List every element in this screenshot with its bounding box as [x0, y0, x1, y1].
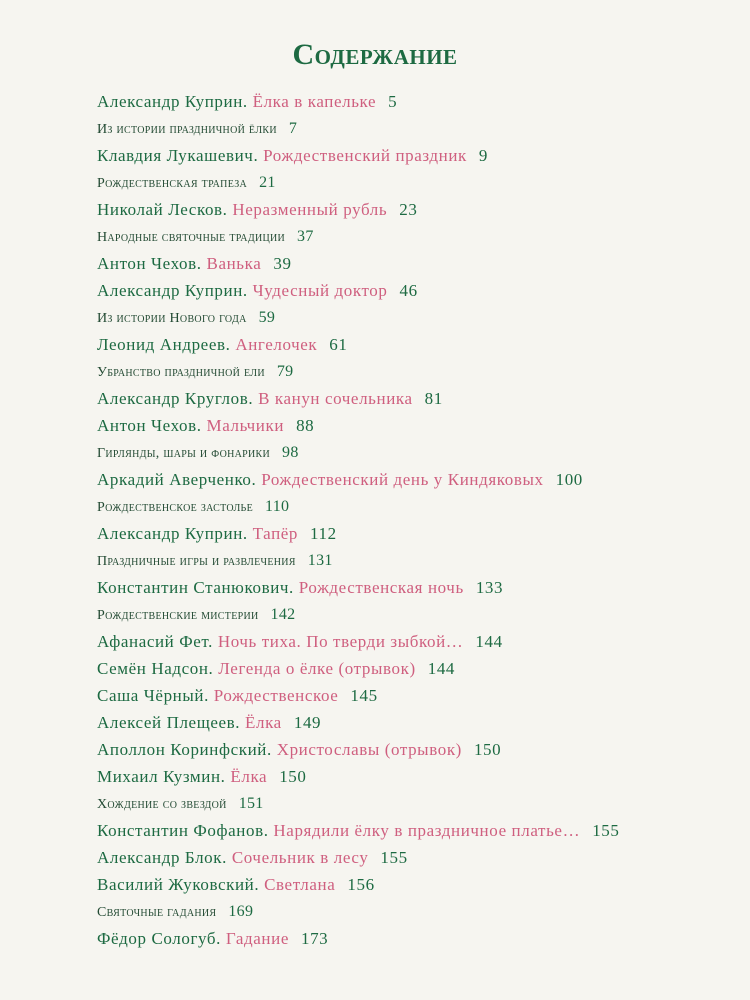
toc-author: Антон Чехов. — [97, 416, 202, 435]
toc-page-number: 23 — [399, 200, 418, 219]
toc-entry — [97, 115, 737, 142]
toc-work-title: В канун сочельника — [258, 389, 413, 408]
toc-work-title: Светлана — [264, 875, 336, 894]
toc-page-number: 100 — [555, 470, 583, 489]
toc-author: Семён Надсон. — [97, 659, 214, 678]
toc-entry — [97, 88, 737, 115]
toc-page-number: 145 — [350, 686, 378, 705]
toc-author: Александр Куприн. — [97, 92, 248, 111]
toc-author: Алексей Плещеев. — [97, 713, 241, 732]
toc-page-number: 37 — [297, 228, 314, 245]
toc-entry — [97, 250, 737, 277]
toc-section-title: Народные святочные традиции — [97, 230, 286, 245]
toc-section-title: Хождение со звездой — [97, 797, 227, 812]
toc-page-number: 149 — [293, 713, 322, 732]
toc-entry — [97, 547, 737, 574]
toc-work-title: Гадание — [225, 929, 289, 948]
toc-work-title: Тапёр — [252, 524, 299, 543]
toc-author: Константин Станюкович. — [97, 578, 294, 597]
toc-page-number: 151 — [238, 795, 264, 812]
toc-work-title: Ёлка — [245, 713, 282, 732]
toc-section-title: Убранство праздничной ели — [97, 365, 265, 380]
toc-work-title: Мальчики — [206, 416, 285, 435]
toc-author: Константин Фофанов. — [97, 821, 269, 840]
toc-work-title: Ёлка в капельке — [252, 92, 377, 111]
toc-work-title: Христославы (отрывок) — [276, 740, 462, 759]
toc-entry — [97, 709, 737, 736]
toc-entry — [97, 358, 737, 385]
toc-page-number: 9 — [478, 146, 489, 165]
toc-page-number: 133 — [475, 578, 504, 597]
toc-section-title: Рождественские мистерии — [97, 608, 259, 623]
toc-author: Александр Круглов. — [97, 389, 254, 408]
toc-page-number: 150 — [279, 767, 307, 786]
toc-entry — [97, 844, 737, 871]
toc-entry — [97, 223, 737, 250]
toc-author: Аркадий Аверченко. — [97, 470, 257, 489]
toc-author: Александр Куприн. — [97, 281, 248, 300]
toc-entry — [97, 790, 737, 817]
toc-work-title: Ванька — [206, 254, 262, 273]
toc-page-number: 173 — [300, 929, 329, 948]
toc-page-number: 7 — [288, 120, 298, 137]
toc-page-number: 112 — [310, 524, 337, 543]
toc-page-number: 39 — [273, 254, 292, 273]
toc-page-number: 156 — [347, 875, 375, 894]
toc-page-number: 142 — [270, 606, 296, 623]
toc-page-number: 98 — [282, 444, 299, 461]
toc-entry — [97, 736, 737, 763]
toc-entry — [97, 277, 737, 304]
toc-entry — [97, 574, 737, 601]
toc-author: Василий Жуковский. — [97, 875, 260, 894]
toc-page-number: 88 — [296, 416, 315, 435]
toc-work-title: Ночь тиха. По тверди зыбкой… — [217, 632, 464, 651]
toc-section-title: Гирлянды, шары и фонарики — [97, 446, 271, 461]
toc-author: Николай Лесков. — [97, 200, 228, 219]
toc-page-number: 81 — [424, 389, 443, 408]
toc-author: Александр Куприн. — [97, 524, 248, 543]
toc-entry — [97, 385, 737, 412]
toc-section-title: Рождественское застолье — [97, 500, 253, 515]
toc-entry — [97, 655, 737, 682]
toc-entry — [97, 142, 737, 169]
toc-page-number: 110 — [264, 498, 290, 515]
toc-page-number: 155 — [592, 821, 620, 840]
toc-entry — [97, 466, 737, 493]
toc-section-title: Праздничные игры и развлечения — [97, 554, 296, 569]
toc-page-number: 169 — [228, 903, 254, 920]
toc-author: Саша Чёрный. — [97, 686, 209, 705]
toc-section-title: Из истории праздничной ёлки — [97, 122, 277, 137]
toc-entry — [97, 682, 737, 709]
toc-page-number: 150 — [473, 740, 502, 759]
toc-entry — [97, 763, 737, 790]
toc-page-number: 144 — [427, 659, 456, 678]
toc-work-title: Сочельник в лесу — [231, 848, 369, 867]
toc-entry — [97, 871, 737, 898]
toc-section-title: Рождественская трапеза — [97, 176, 248, 191]
toc-entry — [97, 925, 737, 952]
toc-entry — [97, 898, 737, 925]
page-title: Содержание — [292, 38, 458, 71]
toc-entry — [97, 601, 737, 628]
toc-page-number: 46 — [399, 281, 418, 300]
toc-work-title: Нарядили ёлку в праздничное платье… — [273, 821, 581, 840]
toc-entry — [97, 331, 737, 358]
toc-work-title: Ангелочек — [235, 335, 318, 354]
table-of-contents — [97, 88, 737, 952]
toc-entry — [97, 412, 737, 439]
toc-author: Александр Блок. — [97, 848, 227, 867]
toc-entry — [97, 628, 737, 655]
toc-author: Антон Чехов. — [97, 254, 202, 273]
toc-entry — [97, 817, 737, 844]
toc-work-title: Рождественский праздник — [263, 146, 467, 165]
toc-work-title: Неразменный рубль — [232, 200, 388, 219]
toc-page-number: 155 — [380, 848, 408, 867]
toc-entry — [97, 520, 737, 547]
toc-work-title: Чудесный доктор — [252, 281, 388, 300]
toc-entry — [97, 439, 737, 466]
toc-page-number: 131 — [307, 552, 333, 569]
toc-page-number: 59 — [258, 309, 276, 326]
toc-page-number: 5 — [388, 92, 398, 111]
toc-work-title: Рождественское — [213, 686, 339, 705]
toc-work-title: Рождественская ночь — [298, 578, 464, 597]
toc-page-number: 79 — [276, 363, 294, 380]
toc-entry — [97, 493, 737, 520]
toc-work-title: Рождественский день у Киндяковых — [261, 470, 544, 489]
toc-work-title: Ёлка — [230, 767, 268, 786]
toc-entry — [97, 169, 737, 196]
toc-author: Леонид Андреев. — [97, 335, 231, 354]
toc-section-title: Из истории Нового года — [97, 311, 247, 326]
toc-author: Михаил Кузмин. — [97, 767, 226, 786]
toc-author: Клавдия Лукашевич. — [97, 146, 259, 165]
toc-page-number: 21 — [259, 174, 276, 191]
toc-entry — [97, 304, 737, 331]
toc-author: Аполлон Коринфский. — [97, 740, 272, 759]
toc-entry — [97, 196, 737, 223]
toc-work-title: Легенда о ёлке (отрывок) — [218, 659, 416, 678]
toc-section-title: Святочные гадания — [97, 905, 217, 920]
toc-page-number: 61 — [329, 335, 348, 354]
toc-author: Фёдор Сологуб. — [97, 929, 222, 948]
toc-page-number: 144 — [475, 632, 503, 651]
toc-author: Афанасий Фет. — [97, 632, 214, 651]
